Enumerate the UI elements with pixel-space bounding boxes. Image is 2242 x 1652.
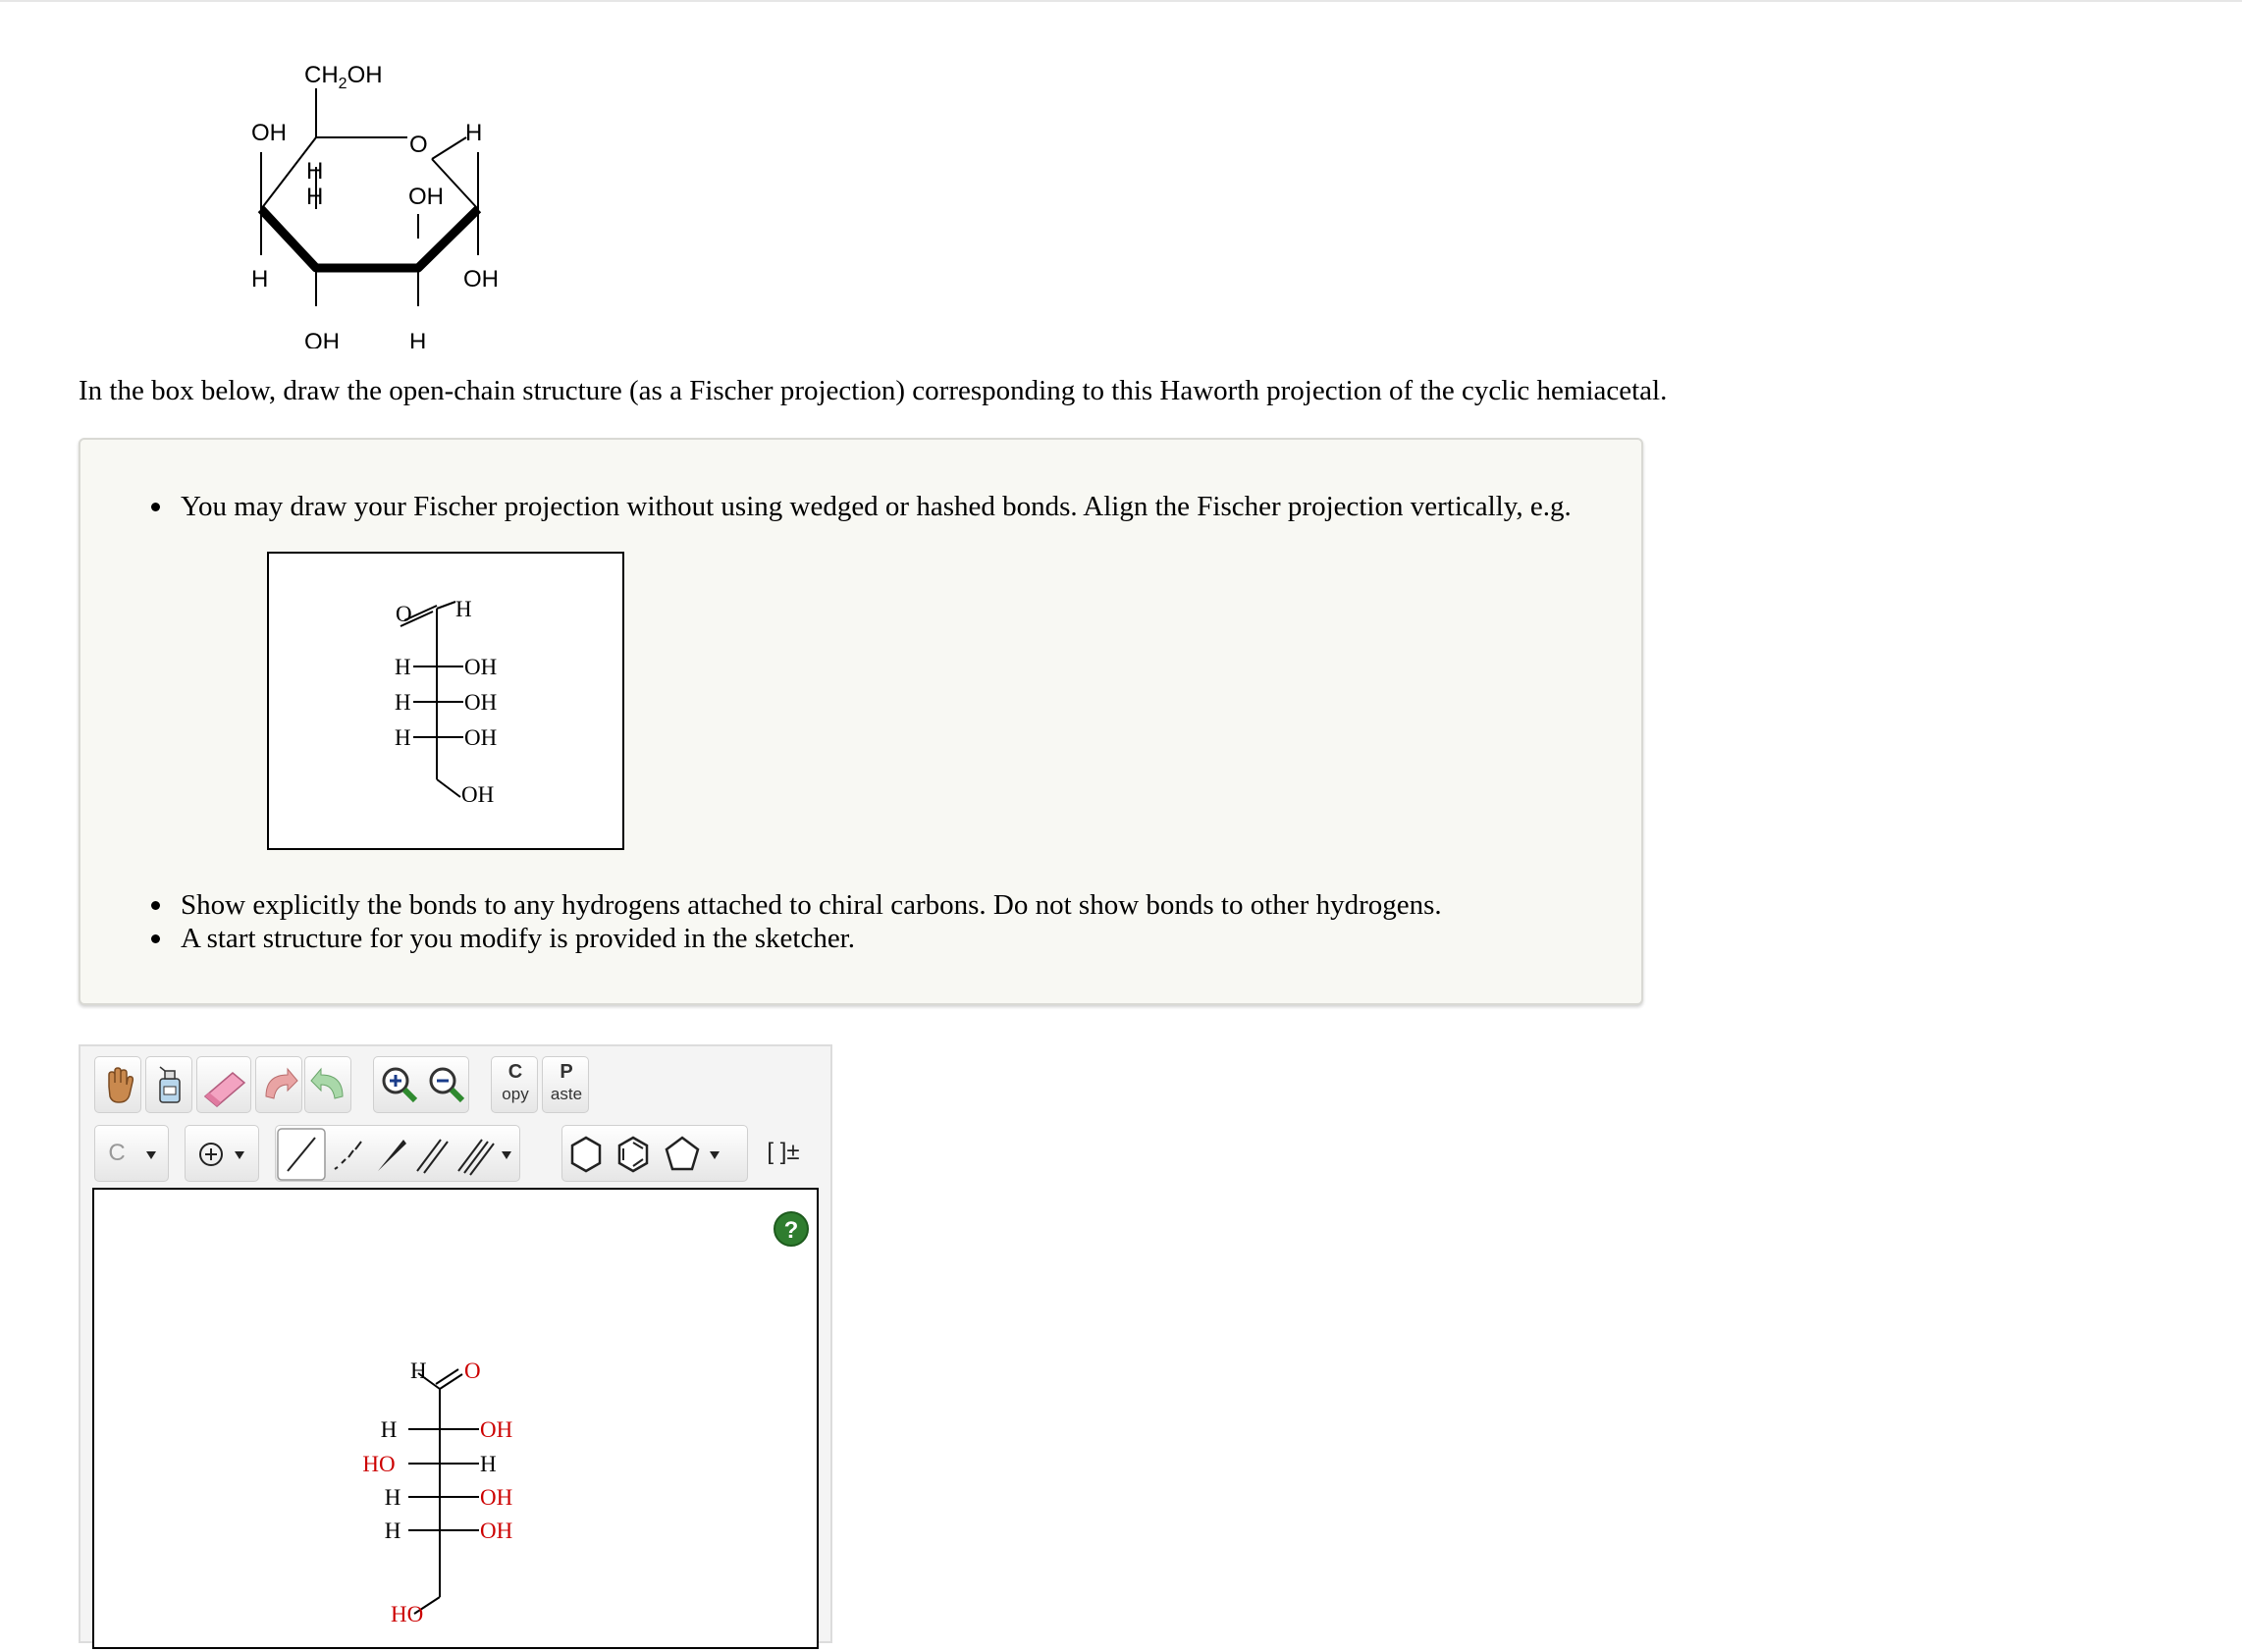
example-left-h: H: [395, 725, 411, 750]
copy-letter: C: [507, 1061, 523, 1083]
fischer-example-box: [267, 552, 624, 850]
sketcher-canvas[interactable]: [92, 1188, 819, 1649]
c4-h-down-label: H: [251, 266, 269, 293]
chevron-down-icon: [95, 1126, 170, 1183]
c5-oh-label: OH: [251, 120, 287, 146]
cyclopentane-icon[interactable]: [667, 1138, 698, 1169]
copy-label: opy: [502, 1085, 529, 1103]
start-h-top-label: H: [410, 1359, 427, 1383]
zoom-group: [373, 1056, 469, 1113]
redo-arrow-icon: [305, 1057, 352, 1114]
instruction-item: Show explicitly the bonds to any hydrogens attached to chiral carbons. Do not show bonds to other hydrogens.: [181, 889, 1442, 921]
bond-tool-group: [275, 1125, 520, 1182]
clear-canvas-button[interactable]: [145, 1056, 192, 1113]
instruction-item: You may draw your Fischer projection without using wedged or hashed bonds. Align the Fischer projection vertically, e.g.: [181, 491, 1572, 522]
charge-bracket-tool[interactable]: [758, 1125, 809, 1182]
chevron-down-icon: [235, 1151, 244, 1159]
start-row-right: OH: [480, 1519, 513, 1543]
help-button[interactable]: ?: [774, 1211, 809, 1247]
paste-button[interactable]: [542, 1056, 589, 1113]
hand-icon: [95, 1057, 142, 1114]
zoom-out-icon[interactable]: [431, 1069, 462, 1100]
start-row-left: H: [384, 1485, 401, 1510]
c4-h-bottom-label: H: [306, 184, 324, 210]
c2-h-down-label: H: [409, 329, 427, 348]
start-row-right: OH: [480, 1485, 513, 1510]
double-bond-icon[interactable]: [417, 1140, 448, 1173]
ch2oh-label: $CH_2OH$: [304, 62, 383, 92]
example-h-label: H: [455, 597, 472, 621]
chevron-down-icon[interactable]: [710, 1151, 720, 1159]
charge-bracket-label: [ ]±: [767, 1139, 800, 1165]
chevron-down-icon[interactable]: [502, 1151, 511, 1159]
copy-button[interactable]: [491, 1056, 538, 1113]
example-left-h: H: [395, 690, 411, 715]
undo-arrow-icon: [256, 1057, 303, 1114]
clear-bottle-icon: [146, 1057, 193, 1114]
start-row-right: OH: [480, 1417, 513, 1442]
hand-tool-button[interactable]: [94, 1056, 141, 1113]
hashed-bond-icon[interactable]: [335, 1142, 361, 1169]
structure-sketcher: [79, 1044, 832, 1643]
zoom-in-icon[interactable]: [384, 1069, 415, 1100]
charge-tool-selector[interactable]: [185, 1125, 259, 1182]
c4-h-top-label: H: [306, 158, 324, 185]
start-row-right: H: [480, 1452, 497, 1476]
benzene-icon[interactable]: [619, 1138, 647, 1171]
c3-oh-label: OH: [304, 329, 340, 348]
start-o-label: O: [464, 1359, 481, 1383]
question-text: In the box below, draw the open-chain structure (as a Fischer projection) corresponding to this Haworth projection of the cyclic hemiacetal.: [79, 375, 1668, 406]
start-bottom-label: HO: [391, 1602, 424, 1626]
undo-button[interactable]: [255, 1056, 302, 1113]
wedge-bond-icon[interactable]: [378, 1140, 406, 1171]
example-right-oh: OH: [464, 655, 498, 679]
instruction-item: A start structure for you modify is provided in the sketcher.: [181, 923, 855, 954]
eraser-icon: [197, 1057, 252, 1114]
start-row-left: H: [380, 1417, 398, 1442]
triple-bond-icon[interactable]: [458, 1140, 494, 1175]
redo-button[interactable]: [304, 1056, 351, 1113]
element-selector[interactable]: [94, 1125, 169, 1182]
example-left-h: H: [395, 655, 411, 679]
element-label: C: [108, 1140, 126, 1166]
start-row-left: HO: [362, 1452, 396, 1476]
ring-tool-group: [561, 1125, 748, 1182]
c1-oh-label: OH: [463, 266, 499, 293]
plus-charge-icon: [200, 1144, 222, 1165]
fischer-example-structure: [269, 554, 622, 848]
example-right-oh: OH: [464, 690, 498, 715]
example-o-label: O: [396, 602, 412, 626]
c2-oh-up-label: OH: [408, 184, 444, 210]
eraser-button[interactable]: [196, 1056, 251, 1113]
instruction-box: [79, 438, 1643, 1005]
paste-letter: P: [560, 1061, 573, 1083]
example-right-oh: OH: [464, 725, 498, 750]
c1-h-label: H: [465, 120, 483, 146]
haworth-projection: [226, 20, 540, 348]
example-bottom-oh: OH: [461, 782, 495, 807]
start-structure[interactable]: [94, 1190, 817, 1647]
ring-oxygen-label: O: [409, 132, 428, 158]
start-row-left: H: [384, 1519, 401, 1543]
cyclohexane-icon[interactable]: [572, 1138, 600, 1171]
top-divider: [0, 0, 2242, 2]
paste-label: aste: [550, 1085, 583, 1103]
